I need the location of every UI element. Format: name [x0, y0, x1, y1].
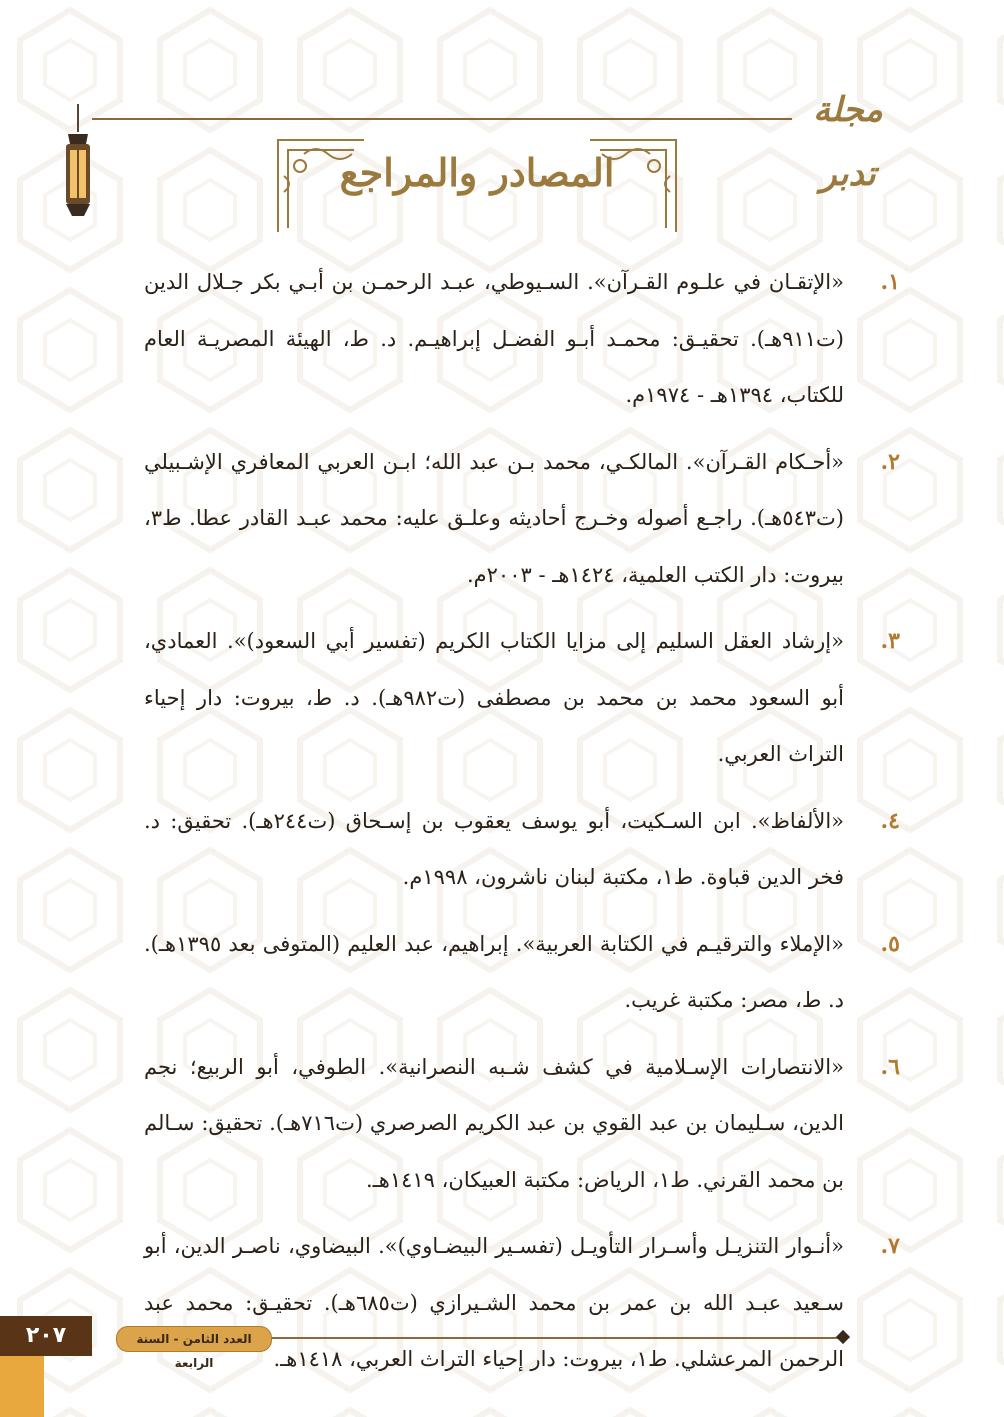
reference-number: ٤.: [880, 807, 900, 834]
reference-text: «أحـكام القـرآن». المالكـي، محمد بـن عبد الله؛ ابـن العربي المعافري الإشـبيلي (ت٥٤٣هـ). راجـع أصوله وخـرج أحاديثه وعلـق عليه: محمد عبـد القادر عطا. ط٣، بيروت: دار الكتب العلمية، ١٤٢٤هـ - ٢٠٠٣م.: [144, 449, 844, 587]
header-rule: [92, 118, 792, 120]
list-item: [144, 1039, 900, 1209]
page-title: المصادر والمراجع: [339, 150, 615, 195]
reference-number: ٧.: [880, 1233, 900, 1259]
reference-text: «الإملاء والترقيـم في الكتابة العربية». إبراهيم، عبد العليم (المتوفى بعد ١٣٩٥هـ). د. ط، مصر: مكتبة غريب.: [144, 931, 844, 1012]
journal-logo: مجلة تدبر: [813, 90, 883, 194]
reference-text: «إرشاد العقل السليم إلى مزايا الكتاب الكريم (تفسير أبي السعود)». العمادي، أبو السعود محمد بن محمد بن مصطفى (ت٩٨٢هـ). د. ط، بيروت: دار إحياء التراث العربي.: [144, 629, 844, 766]
lantern-icon: [58, 104, 98, 224]
list-item: [144, 916, 900, 1029]
reference-text: «الإتقـان في علـوم القـرآن». السـيوطي، عبـد الرحمـن بن أبـي بكر جـلال الدين (ت٩١١هـ). تحقيـق: محمـد أبـو الفضـل إبراهيـم. د. ط، الهيئة المصريـة العام للكتاب، ١٣٩٤هـ - ١٩٧٤م.: [144, 270, 844, 407]
footer-rule: [270, 1337, 844, 1339]
reference-number: ٦.: [880, 1053, 900, 1080]
reference-number: ٣.: [880, 628, 900, 654]
list-item: [144, 254, 900, 424]
reference-text: «أنـوار التنزيـل وأسـرار التأويـل (تفسـير البيضـاوي)». البيضاوي، ناصـر الدين، أبو سـعيد عبـد الله بن عمر بن محمد الشـيرازي (ت٦٨٥هـ). تحقيـق: محمد عبد الرحمن المرعشلي. ط١، بيروت: دار إحياء التراث العربي، ١٤١٨هـ.: [144, 1234, 844, 1371]
list-item: [144, 613, 900, 783]
reference-number: ١.: [880, 269, 900, 295]
references-list: [144, 254, 900, 1398]
issue-label: العدد الثامن - السنة الرابعة: [116, 1326, 272, 1352]
list-item: [144, 1218, 900, 1388]
reference-number: ٥.: [880, 930, 900, 957]
side-accent-bar: [0, 1356, 44, 1417]
reference-text: «الانتصارات الإسـلامية في كشف شـبه النصرانية». الطوفي، أبو الربيع؛ نجم الدين، سـليمان بن عبد القوي بن عبد الكريم الصرصري (ت٧١٦هـ). تحقيق: سـالم بن محمد القرني. ط١، الرياض: مكتبة العبيكان، ١٤١٩هـ.: [144, 1054, 845, 1192]
page-number: ٢٠٧: [0, 1316, 92, 1356]
list-item: [144, 793, 900, 906]
reference-number: ٢.: [880, 448, 900, 475]
list-item: [144, 434, 900, 604]
reference-text: «الألفاظ». ابن السـكيت، أبو يوسف يعقوب بن إسـحاق (ت٢٤٤هـ). تحقيق: د. فخر الدين قباوة. ط١، مكتبة لبنان ناشرون، ١٩٩٨م.: [144, 808, 845, 889]
